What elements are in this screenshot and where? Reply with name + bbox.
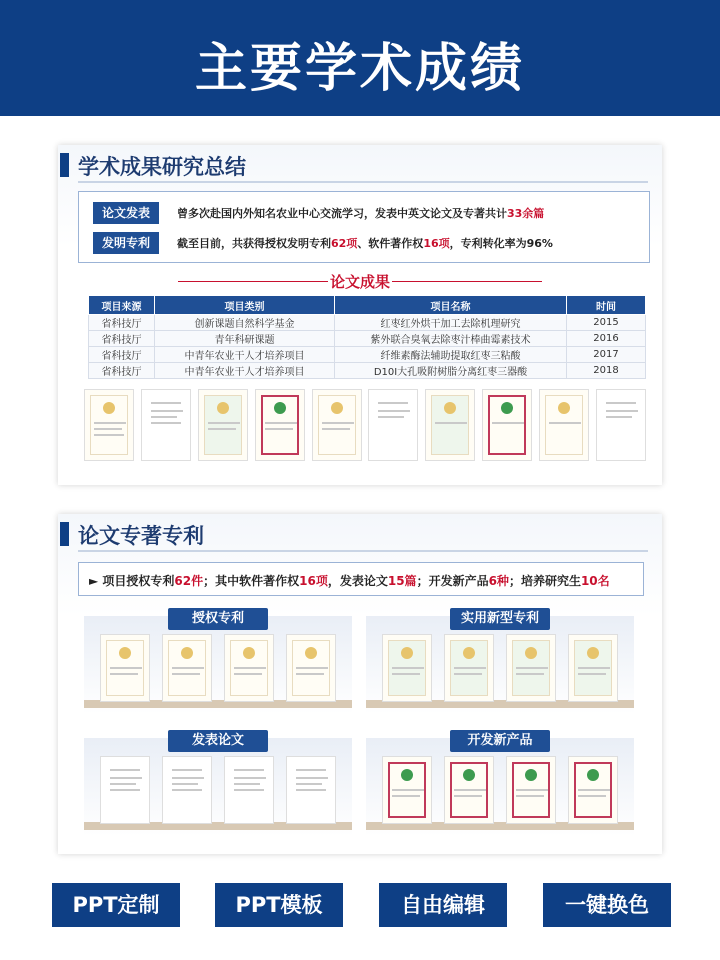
table-cell: 2015 bbox=[567, 315, 646, 331]
free-edit-button[interactable]: 自由编辑 bbox=[379, 883, 507, 927]
table-cell: 青年科研课题 bbox=[155, 331, 335, 347]
divider bbox=[78, 550, 648, 552]
certificate-image bbox=[506, 756, 556, 824]
academic-summary-panel bbox=[58, 145, 662, 485]
certificate-image bbox=[286, 634, 336, 702]
table-cell: 2018 bbox=[567, 363, 646, 379]
publications-patents-panel bbox=[58, 514, 662, 854]
ppt-custom-button[interactable]: PPT定制 bbox=[52, 883, 180, 927]
paper-image bbox=[286, 756, 336, 824]
results-heading bbox=[58, 271, 662, 291]
table-cell: 省科技厅 bbox=[89, 315, 155, 331]
table-cell: 紫外联合臭氧去除枣汁棒曲霉素技术 bbox=[335, 331, 567, 347]
showcase-new-products bbox=[366, 730, 634, 836]
table-row bbox=[89, 315, 646, 331]
certificate-image bbox=[162, 634, 212, 702]
certificate-image bbox=[255, 389, 305, 461]
page-title: 主要学术成绩 bbox=[194, 39, 525, 99]
top-banner bbox=[0, 0, 720, 116]
certificate-image bbox=[382, 756, 432, 824]
table-cell: 中青年农业干人才培养项目 bbox=[155, 363, 335, 379]
section-title: 学术成果研究总结 bbox=[78, 155, 246, 179]
certificate-image bbox=[425, 389, 475, 461]
showcase-label: 授权专利 bbox=[168, 608, 268, 630]
certificate-image bbox=[198, 389, 248, 461]
showcase-label: 发表论文 bbox=[168, 730, 268, 752]
divider bbox=[78, 181, 648, 183]
section-title: 论文专著专利 bbox=[78, 524, 204, 548]
table-cell: 中青年农业干人才培养项目 bbox=[155, 347, 335, 363]
divider bbox=[392, 281, 542, 282]
table-row bbox=[89, 347, 646, 363]
table-cell: 省科技厅 bbox=[89, 347, 155, 363]
certificate-image bbox=[444, 634, 494, 702]
table-cell: 纤维素酶法辅助提取红枣三粘酸 bbox=[335, 347, 567, 363]
tag-papers: 论文发表 bbox=[93, 202, 159, 224]
summary-box bbox=[78, 191, 650, 263]
results-title: 论文成果 bbox=[329, 273, 390, 291]
table-cell: D10I大孔吸附树脂分离红枣三器酸 bbox=[335, 363, 567, 379]
certificate-image bbox=[100, 634, 150, 702]
certificate-image bbox=[368, 389, 418, 461]
paper-image bbox=[100, 756, 150, 824]
table-cell: 创新课题自然科学基金 bbox=[155, 315, 335, 331]
certificate-image bbox=[482, 389, 532, 461]
column-header: 项目类别 bbox=[155, 296, 335, 315]
stats-summary: ► 项目授权专利62件；其中软件著作权16项，发表论文15篇；开发新产品6种；培养研究生10名 bbox=[89, 574, 610, 588]
recolor-button[interactable]: 一键换色 bbox=[543, 883, 671, 927]
ppt-template-button[interactable]: PPT模板 bbox=[215, 883, 343, 927]
table-cell: 省科技厅 bbox=[89, 331, 155, 347]
section-header bbox=[58, 149, 662, 179]
certificate-image bbox=[224, 634, 274, 702]
certificate-image bbox=[596, 389, 646, 461]
certificate-gallery bbox=[84, 389, 646, 461]
certificate-image bbox=[506, 634, 556, 702]
table-cell: 2016 bbox=[567, 331, 646, 347]
certificate-image bbox=[84, 389, 134, 461]
section-header bbox=[58, 518, 662, 548]
showcase-invention-patents bbox=[84, 608, 352, 714]
tag-patents: 发明专利 bbox=[93, 232, 159, 254]
paper-image bbox=[162, 756, 212, 824]
table-row bbox=[89, 331, 646, 347]
section-marker bbox=[60, 522, 69, 546]
patents-summary: 截至目前，共获得授权发明专利62项、软件著作权16项，专利转化率为96% bbox=[177, 237, 553, 250]
stats-box bbox=[78, 562, 644, 596]
papers-summary: 曾多次赴国内外知名农业中心交流学习，发表中英文论文及专著共计33余篇 bbox=[177, 207, 545, 220]
certificate-image bbox=[312, 389, 362, 461]
column-header: 项目来源 bbox=[89, 296, 155, 315]
paper-image bbox=[224, 756, 274, 824]
showcase-label: 实用新型专利 bbox=[450, 608, 550, 630]
certificate-image bbox=[568, 634, 618, 702]
certificate-image bbox=[382, 634, 432, 702]
table-cell: 省科技厅 bbox=[89, 363, 155, 379]
certificate-image bbox=[444, 756, 494, 824]
table-row bbox=[89, 363, 646, 379]
showcase-utility-patents bbox=[366, 608, 634, 714]
showcase-papers bbox=[84, 730, 352, 836]
section-marker bbox=[60, 153, 69, 177]
table-cell: 红枣红外烘干加工去除机理研究 bbox=[335, 315, 567, 331]
certificate-image bbox=[568, 756, 618, 824]
project-table bbox=[88, 295, 646, 379]
column-header: 时间 bbox=[567, 296, 646, 315]
certificate-image bbox=[539, 389, 589, 461]
column-header: 项目名称 bbox=[335, 296, 567, 315]
certificate-image bbox=[141, 389, 191, 461]
table-cell: 2017 bbox=[567, 347, 646, 363]
showcase-label: 开发新产品 bbox=[450, 730, 550, 752]
table-header-row bbox=[89, 296, 646, 315]
